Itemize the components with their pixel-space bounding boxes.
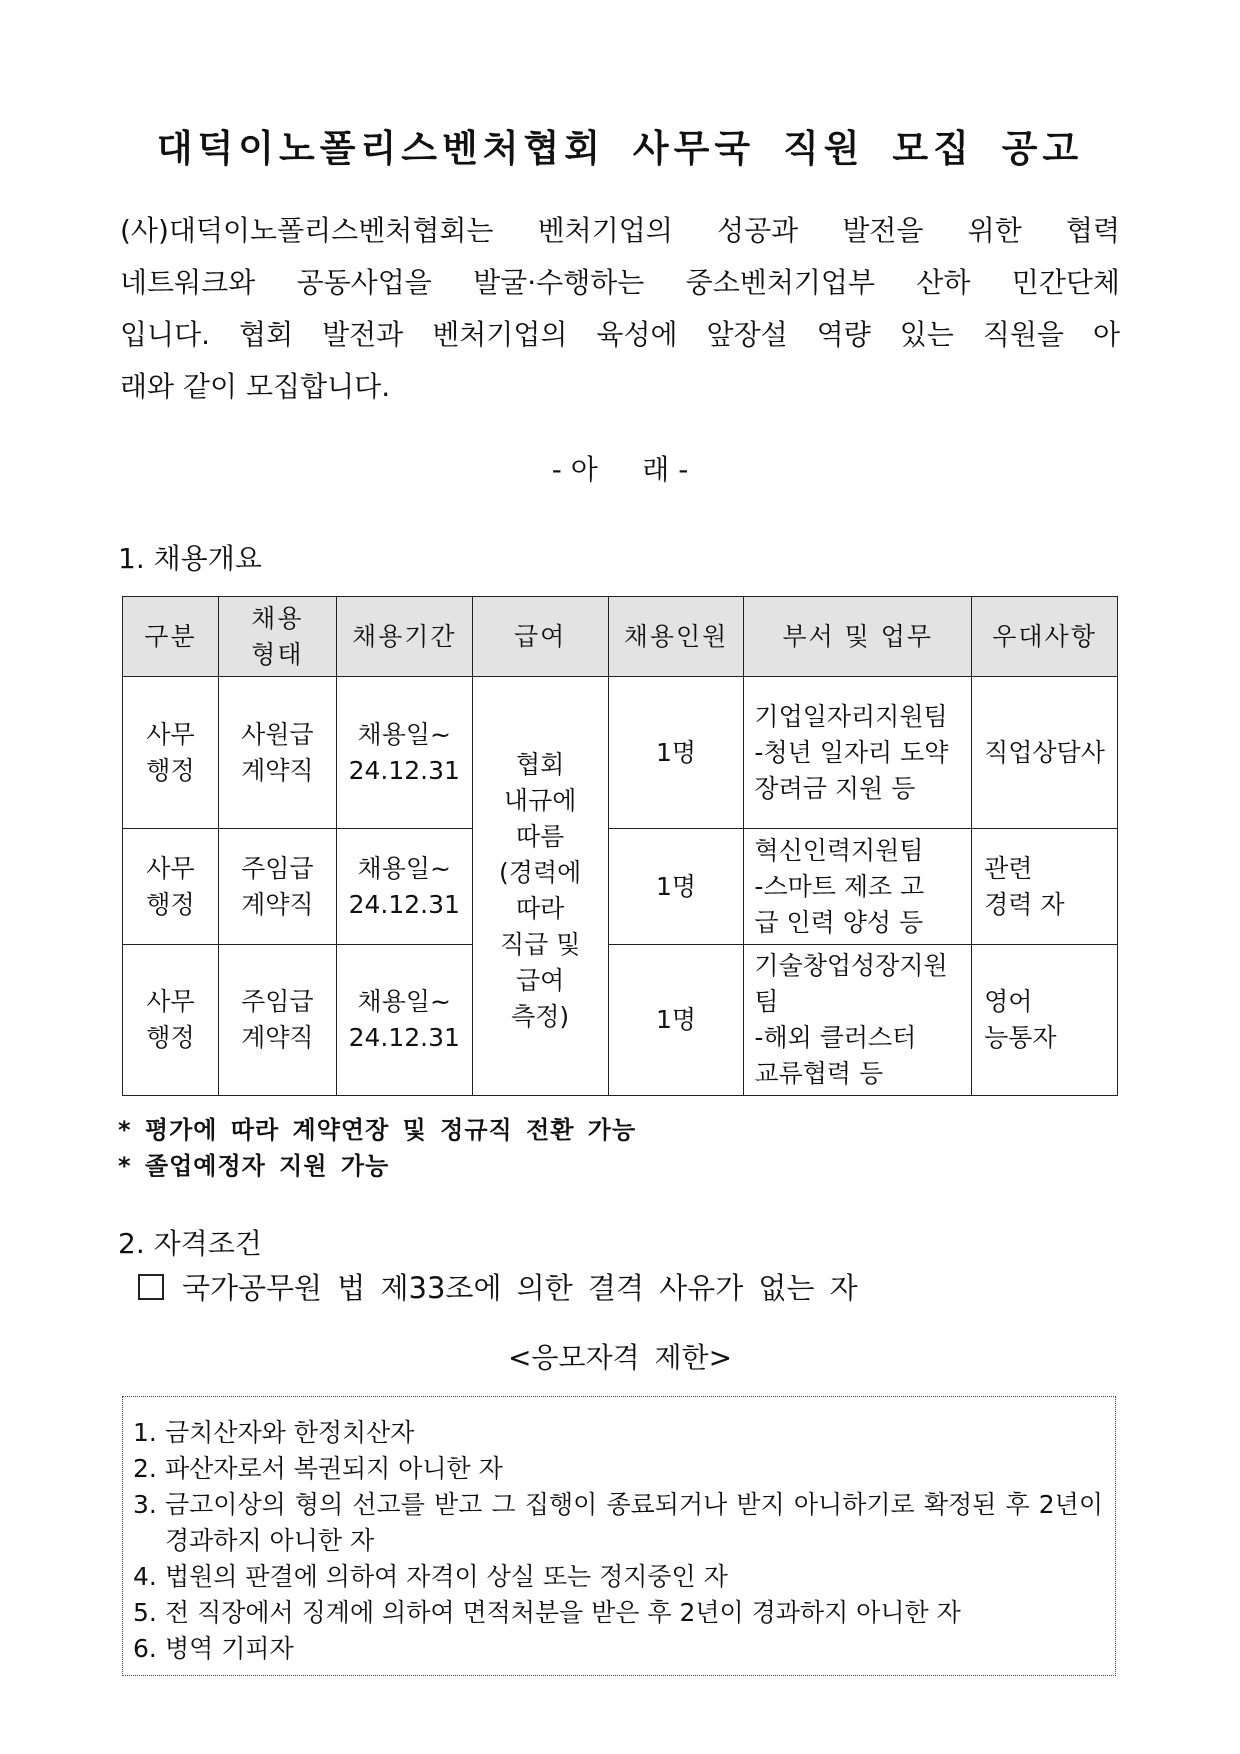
cell-period: 채용일~ 24.12.31: [336, 677, 472, 829]
header-employment-type: 채용 형태: [218, 597, 336, 677]
section-heading-qualifications: 2. 자격조건: [118, 1227, 262, 1260]
cell-count: 1명: [608, 945, 744, 1096]
restriction-item: 1. 금치산자와 한정치산자: [133, 1418, 415, 1447]
table-row: [123, 829, 1118, 945]
header-period: 채용기간: [336, 597, 472, 677]
cell-type: 사원급 계약직: [218, 677, 336, 829]
restriction-item: 2. 파산자로서 복권되지 아니한 자: [133, 1454, 503, 1483]
cell-type: 주임급 계약직: [218, 945, 336, 1096]
table-row: [123, 677, 1118, 829]
intro-paragraph: [120, 205, 1120, 413]
section-heading-recruitment-overview: 1. 채용개요: [118, 542, 262, 575]
cell-dept: 혁신인력지원팀 -스마트 제조 고 급 인력 양성 등: [744, 829, 972, 945]
table-row: [123, 945, 1118, 1096]
cell-pay: 협회 내규에 따름 (경력에 따라 직급 및 급여 측정): [472, 677, 608, 1096]
cell-count: 1명: [608, 677, 744, 829]
restriction-item: 5. 전 직장에서 징계에 의하여 면적처분을 받은 후 2년이 경과하지 아니한 자: [133, 1598, 961, 1627]
note-item: * 졸업예정자 지원 가능: [118, 1152, 390, 1180]
cell-category: 사무 행정: [123, 829, 219, 945]
cell-period: 채용일~ 24.12.31: [336, 829, 472, 945]
header-category: 구분: [123, 597, 219, 677]
cell-category: 사무 행정: [123, 945, 219, 1096]
header-headcount: 채용인원: [608, 597, 744, 677]
cell-dept: 기술창업성장지원팀 -해외 클러스터 교류협력 등: [744, 945, 972, 1096]
restriction-item: 4. 법원의 판결에 의하여 자격이 상실 또는 정지중인 자: [133, 1562, 728, 1591]
restriction-title: <응모자격 제한>: [507, 1341, 733, 1374]
restriction-box: [122, 1396, 1116, 1676]
cell-count: 1명: [608, 829, 744, 945]
intro-line: (사)대덕이노폴리스벤처협회는 벤처기업의 성공과 발전을 위한 협력: [120, 214, 1120, 247]
notice-title: 대덕이노폴리스벤처협회 사무국 직원 모집 공고: [156, 127, 1084, 170]
cell-dept: 기업일자리지원팀 -청년 일자리 도약 장려금 지원 등: [744, 677, 972, 829]
recruitment-table: [122, 596, 1118, 1096]
cell-period: 채용일~ 24.12.31: [336, 945, 472, 1096]
qualification-text: 국가공무원 법 제33조에 의한 결격 사유가 없는 자: [182, 1271, 858, 1305]
note-item: * 평가에 따라 계약연장 및 정규직 전환 가능: [118, 1116, 637, 1144]
table-notes: [118, 1112, 636, 1184]
header-pay: 급여: [472, 597, 608, 677]
checkbox-icon: [138, 1274, 164, 1300]
intro-line: 네트워크와 공동사업을 발굴·수행하는 중소벤처기업부 산하 민간단체: [120, 266, 1120, 299]
cell-preference: 관련 경력 자: [972, 829, 1118, 945]
cell-preference: 직업상담사: [972, 677, 1118, 829]
header-dept-duties: 부서 및 업무: [744, 597, 972, 677]
restriction-item: 3. 금고이상의 형의 선고를 받고 그 집행이 종료되거나 받지 아니하기로 확정된 후 2년이 경과하지 아니한 자: [133, 1490, 1103, 1555]
header-preference: 우대사항: [972, 597, 1118, 677]
table-header-row: [123, 597, 1118, 677]
cell-category: 사무 행정: [123, 677, 219, 829]
cell-preference: 영어 능통자: [972, 945, 1118, 1096]
intro-line: 입니다. 협회 발전과 벤처기업의 육성에 앞장설 역량 있는 직원을 아: [120, 318, 1120, 351]
intro-line: 래와 같이 모집합니다.: [120, 370, 391, 403]
cell-type: 주임급 계약직: [218, 829, 336, 945]
below-marker: - 아 래 -: [551, 453, 689, 486]
restriction-item: 6. 병역 기피자: [133, 1634, 294, 1663]
qualification-item: [138, 1266, 858, 1307]
